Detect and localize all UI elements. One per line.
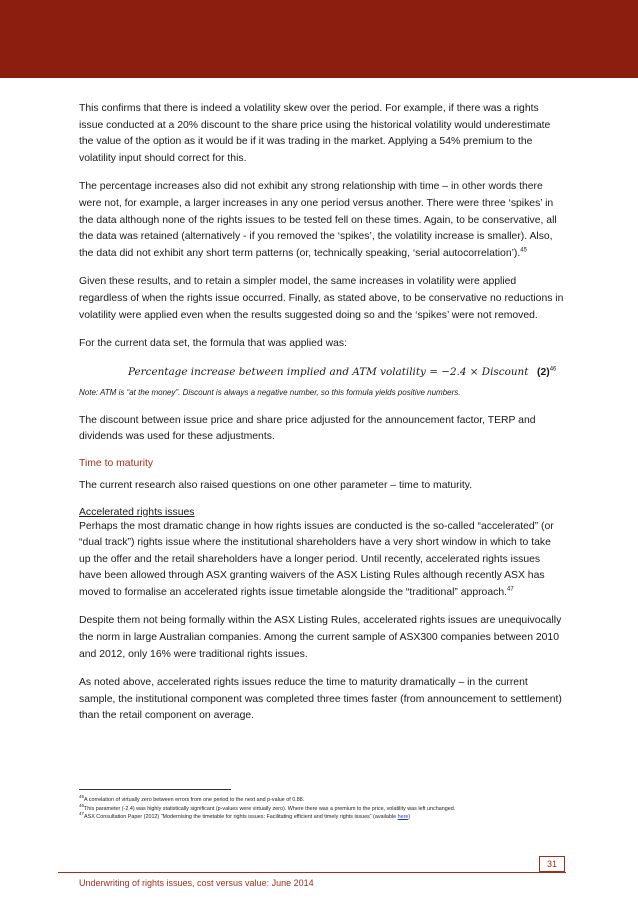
paragraph-formula-intro: For the current data set, the formula that was applied was: (79, 338, 347, 350)
footnote-47 (79, 813, 569, 822)
formula-number (537, 367, 556, 378)
equation-label: (2) (537, 366, 550, 378)
footnote-number: 47 (79, 811, 85, 817)
footnote-text: A correlation of virtually zero between errors from one period to the next and p-value of 0.88. (84, 797, 305, 803)
heading-time-to-maturity: Time to maturity (79, 457, 154, 469)
footnote-link-here[interactable]: here (397, 814, 409, 820)
paragraph-time-to-maturity: The current research also raised questions on one other parameter – time to maturity. (79, 479, 473, 491)
footnote-ref-46[interactable]: 46 (549, 366, 557, 373)
heading-accelerated-rights-issues: Accelerated rights issues (79, 506, 195, 518)
header-banner (0, 0, 638, 78)
volatility-formula: Percentage increase between implied and ATM volatility = −2.4 × Discount (128, 365, 529, 378)
paragraph-text: Perhaps the most dramatic change in how rights issues are conducted is the so-called “accelerated” (or “dual track”) rights issue where the institutional shareholders have a very short window in which to take up the offer and the retail shareholders have a longer period. Until recently, accelerated rights issues have been allowed through ASX granting waivers of the ASX Listing Rules although recently ASX has moved to formalise an accelerated rights issue timetable alongside the “traditional” approach. (79, 520, 554, 598)
footnotes (79, 796, 569, 822)
footnote-separator (79, 789, 231, 790)
footnote-number: 46 (79, 802, 85, 808)
paragraph-accelerated (79, 519, 564, 602)
main-content (79, 101, 564, 737)
footnote-ref-45[interactable]: 45 (520, 247, 527, 254)
footnote-45 (79, 796, 569, 805)
formula-note: Note: ATM is “at the money”. Discount is always a negative number, so this formula yields positive numbers. (79, 387, 461, 397)
paragraph-percentage-increases (79, 179, 564, 262)
footer-title: Underwriting of rights issues, cost versus value: June 2014 (79, 878, 314, 888)
paragraph-volatility-skew: This confirms that there is indeed a volatility skew over the period. For example, if there was a rights issue conducted at a 20% discount to the share price using the historical volatility would underestimate the value of the option as it would be if it was trading in the market. Applying a 54% premium to the volatility input should correct for this. (79, 103, 551, 164)
page-number: 31 (539, 856, 565, 872)
footnote-number: 45 (79, 794, 85, 800)
paragraph-discount: The discount between issue price and share price adjusted for the announcement factor, TERP and dividends was used for these adjustments. (79, 414, 536, 443)
paragraph-text: The percentage increases also did not exhibit any strong relationship with time – in other words there were not, for example, a larger increases in any one period versus another. There were three ‘spikes’ in the data although none of the rights issues to be tested fell on these times. Again, to be conservative, all the data was retained (alternatively - if you removed the ‘spikes’, the volatility increase is smaller). Also, the data did not exhibit any short term patterns (or, technically speaking, ‘serial autocorrelation’). (79, 181, 557, 259)
footnote-ref-47[interactable]: 47 (506, 586, 514, 593)
paragraph-asx-listing: Despite them not being formally within the ASX Listing Rules, accelerated rights issues are unequivocally the norm in large Australian companies. Among the current sample of ASX300 companies between 2010 and 2012, only 16% were traditional rights issues. (79, 615, 562, 660)
footnote-text-end: ) (408, 814, 411, 820)
paragraph-simpler-model: Given these results, and to retain a simpler model, the same increases in volatility were applied regardless of when the rights issue occurred. Finally, as stated above, to be conservative no reductions in volatility were applied even when the results suggested doing so and the ‘spikes’ were not removed. (79, 276, 564, 321)
footnote-text: ASX Consultation Paper (2012) “Modernising the timetable for rights issues: Facilitating efficient and timely rights issues” (available (84, 814, 398, 820)
footnote-text: This parameter (-2.4) was highly statistically significant (p-values were virtually zero). Where there was a premium to the price, volatility was left unchanged. (84, 805, 456, 812)
paragraph-time-reduction: As noted above, accelerated rights issues reduce the time to maturity dramatically – in the current sample, the institutional component was completed three times faster (from announcement to settlement) than the retail component on average. (79, 677, 562, 722)
formula-row (79, 363, 564, 385)
footer-divider (58, 872, 566, 873)
